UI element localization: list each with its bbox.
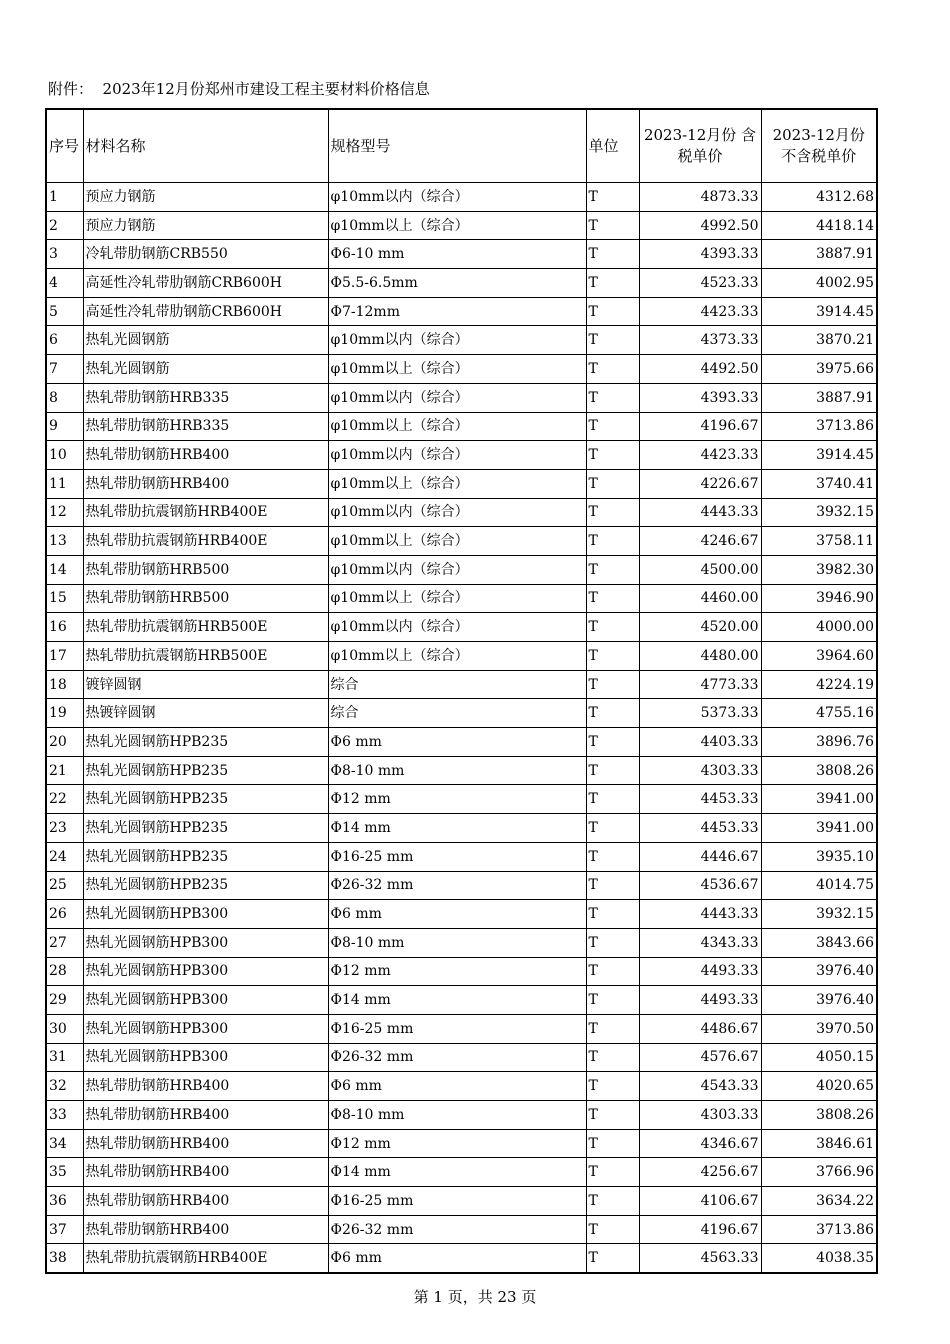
cell-unit: T xyxy=(586,1187,639,1216)
cell-unit: T xyxy=(586,1215,639,1244)
cell-spec: 综合 xyxy=(328,699,586,728)
cell-spec: φ10mm以上（综合） xyxy=(328,211,586,240)
table-row xyxy=(46,355,877,384)
cell-price-notax: 3713.86 xyxy=(761,1215,877,1244)
cell-unit: T xyxy=(586,297,639,326)
cell-price-tax: 4196.67 xyxy=(639,412,761,441)
cell-seq: 20 xyxy=(46,728,83,757)
cell-price-notax: 3935.10 xyxy=(761,842,877,871)
cell-price-notax: 3975.66 xyxy=(761,355,877,384)
cell-spec: φ10mm以内（综合） xyxy=(328,383,586,412)
header-spec: 规格型号 xyxy=(328,109,586,183)
cell-seq: 28 xyxy=(46,957,83,986)
cell-price-notax: 4014.75 xyxy=(761,871,877,900)
cell-unit: T xyxy=(586,642,639,671)
cell-seq: 26 xyxy=(46,900,83,929)
table-row xyxy=(46,498,877,527)
cell-price-tax: 4453.33 xyxy=(639,814,761,843)
cell-seq: 37 xyxy=(46,1215,83,1244)
table-row xyxy=(46,642,877,671)
cell-seq: 16 xyxy=(46,613,83,642)
price-table xyxy=(45,108,878,1274)
cell-seq: 10 xyxy=(46,441,83,470)
cell-material-name: 热轧带肋抗震钢筋HRB400E xyxy=(83,527,328,556)
cell-price-tax: 4576.67 xyxy=(639,1043,761,1072)
cell-price-notax: 3634.22 xyxy=(761,1187,877,1216)
cell-price-notax: 3808.26 xyxy=(761,1101,877,1130)
table-row xyxy=(46,1187,877,1216)
cell-spec: φ10mm以内（综合） xyxy=(328,498,586,527)
cell-unit: T xyxy=(586,1244,639,1273)
cell-price-tax: 4373.33 xyxy=(639,326,761,355)
table-row xyxy=(46,326,877,355)
cell-unit: T xyxy=(586,269,639,298)
cell-spec: Φ12 mm xyxy=(328,957,586,986)
cell-price-notax: 4418.14 xyxy=(761,211,877,240)
table-row xyxy=(46,527,877,556)
cell-price-notax: 3941.00 xyxy=(761,785,877,814)
table-row xyxy=(46,297,877,326)
cell-price-tax: 4423.33 xyxy=(639,297,761,326)
cell-price-notax: 3914.45 xyxy=(761,441,877,470)
cell-price-tax: 4446.67 xyxy=(639,842,761,871)
cell-price-tax: 4443.33 xyxy=(639,900,761,929)
table-row xyxy=(46,613,877,642)
cell-price-notax: 3932.15 xyxy=(761,900,877,929)
cell-price-notax: 3896.76 xyxy=(761,728,877,757)
cell-price-notax: 3914.45 xyxy=(761,297,877,326)
table-row xyxy=(46,584,877,613)
cell-unit: T xyxy=(586,1014,639,1043)
cell-seq: 35 xyxy=(46,1158,83,1187)
cell-price-tax: 4196.67 xyxy=(639,1215,761,1244)
cell-spec: Φ26-32 mm xyxy=(328,1043,586,1072)
cell-unit: T xyxy=(586,1101,639,1130)
cell-material-name: 热轧带肋钢筋HRB400 xyxy=(83,1158,328,1187)
cell-seq: 21 xyxy=(46,756,83,785)
cell-seq: 31 xyxy=(46,1043,83,1072)
cell-price-notax: 4755.16 xyxy=(761,699,877,728)
cell-unit: T xyxy=(586,498,639,527)
cell-spec: Φ6 mm xyxy=(328,728,586,757)
cell-unit: T xyxy=(586,355,639,384)
cell-seq: 27 xyxy=(46,928,83,957)
cell-material-name: 热轧光圆钢筋HPB300 xyxy=(83,986,328,1015)
cell-spec: Φ6 mm xyxy=(328,1072,586,1101)
table-row xyxy=(46,1014,877,1043)
cell-price-tax: 5373.33 xyxy=(639,699,761,728)
cell-spec: φ10mm以上（综合） xyxy=(328,469,586,498)
cell-price-notax: 3758.11 xyxy=(761,527,877,556)
table-row xyxy=(46,756,877,785)
table-row xyxy=(46,1101,877,1130)
cell-seq: 3 xyxy=(46,240,83,269)
cell-material-name: 热轧光圆钢筋HPB300 xyxy=(83,900,328,929)
cell-price-tax: 4873.33 xyxy=(639,183,761,212)
cell-price-tax: 4423.33 xyxy=(639,441,761,470)
cell-price-tax: 4443.33 xyxy=(639,498,761,527)
cell-price-tax: 4486.67 xyxy=(639,1014,761,1043)
table-row xyxy=(46,1244,877,1273)
cell-spec: φ10mm以上（综合） xyxy=(328,584,586,613)
table-row xyxy=(46,269,877,298)
cell-unit: T xyxy=(586,785,639,814)
cell-unit: T xyxy=(586,814,639,843)
cell-seq: 36 xyxy=(46,1187,83,1216)
cell-spec: Φ12 mm xyxy=(328,1129,586,1158)
header-unit: 单位 xyxy=(586,109,639,183)
cell-price-tax: 4256.67 xyxy=(639,1158,761,1187)
cell-seq: 32 xyxy=(46,1072,83,1101)
table-header-row xyxy=(46,109,877,183)
cell-material-name: 热轧带肋钢筋HRB335 xyxy=(83,383,328,412)
header-price-tax: 2023-12月份 含税单价 xyxy=(639,109,761,183)
cell-seq: 33 xyxy=(46,1101,83,1130)
table-row xyxy=(46,871,877,900)
cell-spec: Φ14 mm xyxy=(328,1158,586,1187)
cell-material-name: 热轧带肋钢筋HRB500 xyxy=(83,584,328,613)
cell-price-tax: 4346.67 xyxy=(639,1129,761,1158)
cell-price-tax: 4343.33 xyxy=(639,928,761,957)
cell-unit: T xyxy=(586,871,639,900)
cell-seq: 8 xyxy=(46,383,83,412)
cell-material-name: 热轧光圆钢筋HPB235 xyxy=(83,814,328,843)
cell-spec: Φ16-25 mm xyxy=(328,1014,586,1043)
cell-unit: T xyxy=(586,412,639,441)
cell-unit: T xyxy=(586,1158,639,1187)
cell-material-name: 预应力钢筋 xyxy=(83,183,328,212)
cell-price-tax: 4520.00 xyxy=(639,613,761,642)
table-row xyxy=(46,1158,877,1187)
cell-price-notax: 4020.65 xyxy=(761,1072,877,1101)
cell-price-tax: 4492.50 xyxy=(639,355,761,384)
cell-unit: T xyxy=(586,928,639,957)
cell-price-notax: 3982.30 xyxy=(761,555,877,584)
cell-price-notax: 3740.41 xyxy=(761,469,877,498)
cell-seq: 22 xyxy=(46,785,83,814)
cell-unit: T xyxy=(586,728,639,757)
cell-price-notax: 3846.61 xyxy=(761,1129,877,1158)
table-row xyxy=(46,383,877,412)
cell-material-name: 热轧光圆钢筋HPB300 xyxy=(83,928,328,957)
cell-price-tax: 4992.50 xyxy=(639,211,761,240)
cell-price-notax: 3946.90 xyxy=(761,584,877,613)
cell-unit: T xyxy=(586,211,639,240)
cell-material-name: 热轧光圆钢筋HPB235 xyxy=(83,756,328,785)
cell-material-name: 高延性冷轧带肋钢筋CRB600H xyxy=(83,297,328,326)
cell-spec: Φ6 mm xyxy=(328,1244,586,1273)
cell-spec: Φ8-10 mm xyxy=(328,928,586,957)
cell-price-tax: 4500.00 xyxy=(639,555,761,584)
cell-price-notax: 4038.35 xyxy=(761,1244,877,1273)
cell-price-tax: 4773.33 xyxy=(639,670,761,699)
table-row xyxy=(46,957,877,986)
table-row xyxy=(46,1072,877,1101)
cell-price-tax: 4523.33 xyxy=(639,269,761,298)
table-row xyxy=(46,183,877,212)
cell-spec: Φ6-10 mm xyxy=(328,240,586,269)
cell-seq: 24 xyxy=(46,842,83,871)
cell-seq: 12 xyxy=(46,498,83,527)
cell-unit: T xyxy=(586,469,639,498)
cell-material-name: 热轧带肋钢筋HRB400 xyxy=(83,1129,328,1158)
cell-unit: T xyxy=(586,957,639,986)
cell-price-tax: 4393.33 xyxy=(639,383,761,412)
cell-unit: T xyxy=(586,383,639,412)
cell-seq: 13 xyxy=(46,527,83,556)
cell-price-notax: 3976.40 xyxy=(761,957,877,986)
cell-seq: 15 xyxy=(46,584,83,613)
cell-material-name: 预应力钢筋 xyxy=(83,211,328,240)
cell-unit: T xyxy=(586,584,639,613)
cell-seq: 34 xyxy=(46,1129,83,1158)
cell-spec: φ10mm以上（综合） xyxy=(328,527,586,556)
table-row xyxy=(46,728,877,757)
cell-spec: φ10mm以上（综合） xyxy=(328,412,586,441)
cell-spec: Φ7-12mm xyxy=(328,297,586,326)
cell-unit: T xyxy=(586,527,639,556)
cell-spec: Φ14 mm xyxy=(328,986,586,1015)
cell-price-notax: 3964.60 xyxy=(761,642,877,671)
cell-price-tax: 4536.67 xyxy=(639,871,761,900)
cell-price-notax: 3887.91 xyxy=(761,240,877,269)
cell-price-notax: 3970.50 xyxy=(761,1014,877,1043)
cell-spec: Φ12 mm xyxy=(328,785,586,814)
cell-spec: φ10mm以上（综合） xyxy=(328,355,586,384)
cell-unit: T xyxy=(586,900,639,929)
cell-seq: 19 xyxy=(46,699,83,728)
cell-price-tax: 4246.67 xyxy=(639,527,761,556)
cell-material-name: 热轧光圆钢筋HPB235 xyxy=(83,871,328,900)
cell-material-name: 热轧光圆钢筋HPB235 xyxy=(83,728,328,757)
cell-material-name: 镀锌圆钢 xyxy=(83,670,328,699)
cell-material-name: 热轧带肋抗震钢筋HRB500E xyxy=(83,642,328,671)
cell-price-notax: 3766.96 xyxy=(761,1158,877,1187)
cell-price-notax: 3941.00 xyxy=(761,814,877,843)
cell-price-notax: 4312.68 xyxy=(761,183,877,212)
cell-price-tax: 4493.33 xyxy=(639,986,761,1015)
table-row xyxy=(46,1129,877,1158)
cell-seq: 38 xyxy=(46,1244,83,1273)
cell-price-tax: 4106.67 xyxy=(639,1187,761,1216)
table-row xyxy=(46,469,877,498)
cell-price-tax: 4393.33 xyxy=(639,240,761,269)
cell-price-notax: 4000.00 xyxy=(761,613,877,642)
cell-material-name: 热轧带肋抗震钢筋HRB400E xyxy=(83,1244,328,1273)
table-row xyxy=(46,900,877,929)
cell-price-notax: 3932.15 xyxy=(761,498,877,527)
cell-unit: T xyxy=(586,670,639,699)
cell-price-tax: 4563.33 xyxy=(639,1244,761,1273)
cell-spec: Φ26-32 mm xyxy=(328,1215,586,1244)
cell-material-name: 热轧带肋抗震钢筋HRB400E xyxy=(83,498,328,527)
cell-unit: T xyxy=(586,326,639,355)
cell-seq: 18 xyxy=(46,670,83,699)
cell-seq: 2 xyxy=(46,211,83,240)
cell-price-tax: 4493.33 xyxy=(639,957,761,986)
cell-material-name: 热轧光圆钢筋HPB235 xyxy=(83,842,328,871)
table-row xyxy=(46,412,877,441)
cell-seq: 14 xyxy=(46,555,83,584)
page-footer: 第 1 页，共 23 页 xyxy=(413,1288,537,1306)
cell-material-name: 高延性冷轧带肋钢筋CRB600H xyxy=(83,269,328,298)
cell-material-name: 热轧光圆钢筋HPB235 xyxy=(83,785,328,814)
table-row xyxy=(46,986,877,1015)
cell-material-name: 冷轧带肋钢筋CRB550 xyxy=(83,240,328,269)
cell-material-name: 热轧带肋钢筋HRB400 xyxy=(83,441,328,470)
cell-seq: 17 xyxy=(46,642,83,671)
cell-unit: T xyxy=(586,1043,639,1072)
cell-material-name: 热轧带肋钢筋HRB335 xyxy=(83,412,328,441)
cell-unit: T xyxy=(586,699,639,728)
cell-spec: φ10mm以上（综合） xyxy=(328,642,586,671)
cell-material-name: 热轧带肋抗震钢筋HRB500E xyxy=(83,613,328,642)
cell-material-name: 热轧带肋钢筋HRB500 xyxy=(83,555,328,584)
cell-seq: 7 xyxy=(46,355,83,384)
cell-material-name: 热轧光圆钢筋 xyxy=(83,355,328,384)
cell-material-name: 热轧带肋钢筋HRB400 xyxy=(83,1072,328,1101)
cell-spec: φ10mm以内（综合） xyxy=(328,555,586,584)
cell-seq: 4 xyxy=(46,269,83,298)
cell-unit: T xyxy=(586,183,639,212)
cell-seq: 9 xyxy=(46,412,83,441)
cell-seq: 5 xyxy=(46,297,83,326)
cell-spec: Φ26-32 mm xyxy=(328,871,586,900)
cell-spec: φ10mm以内（综合） xyxy=(328,326,586,355)
cell-material-name: 热镀锌圆钢 xyxy=(83,699,328,728)
header-price-notax: 2023-12月份 不含税单价 xyxy=(761,109,877,183)
cell-spec: Φ6 mm xyxy=(328,900,586,929)
cell-price-notax: 3870.21 xyxy=(761,326,877,355)
cell-unit: T xyxy=(586,240,639,269)
cell-spec: φ10mm以内（综合） xyxy=(328,183,586,212)
cell-material-name: 热轧带肋钢筋HRB400 xyxy=(83,469,328,498)
cell-spec: Φ8-10 mm xyxy=(328,756,586,785)
cell-price-tax: 4460.00 xyxy=(639,584,761,613)
cell-spec: Φ14 mm xyxy=(328,814,586,843)
table-row xyxy=(46,842,877,871)
header-name: 材料名称 xyxy=(83,109,328,183)
cell-material-name: 热轧带肋钢筋HRB400 xyxy=(83,1187,328,1216)
cell-seq: 11 xyxy=(46,469,83,498)
table-row xyxy=(46,670,877,699)
cell-price-notax: 3843.66 xyxy=(761,928,877,957)
table-row xyxy=(46,785,877,814)
cell-seq: 29 xyxy=(46,986,83,1015)
cell-material-name: 热轧带肋钢筋HRB400 xyxy=(83,1101,328,1130)
header-seq: 序号 xyxy=(46,109,83,183)
cell-material-name: 热轧光圆钢筋 xyxy=(83,326,328,355)
cell-spec: φ10mm以内（综合） xyxy=(328,613,586,642)
cell-material-name: 热轧光圆钢筋HPB300 xyxy=(83,1014,328,1043)
cell-seq: 6 xyxy=(46,326,83,355)
table-row xyxy=(46,1043,877,1072)
cell-price-notax: 3976.40 xyxy=(761,986,877,1015)
cell-price-notax: 4002.95 xyxy=(761,269,877,298)
cell-unit: T xyxy=(586,555,639,584)
cell-price-tax: 4303.33 xyxy=(639,756,761,785)
cell-price-notax: 3808.26 xyxy=(761,756,877,785)
cell-seq: 25 xyxy=(46,871,83,900)
cell-spec: 综合 xyxy=(328,670,586,699)
cell-price-notax: 4050.15 xyxy=(761,1043,877,1072)
cell-price-notax: 3887.91 xyxy=(761,383,877,412)
cell-unit: T xyxy=(586,613,639,642)
cell-seq: 23 xyxy=(46,814,83,843)
cell-price-tax: 4480.00 xyxy=(639,642,761,671)
cell-spec: Φ5.5-6.5mm xyxy=(328,269,586,298)
cell-spec: φ10mm以内（综合） xyxy=(328,441,586,470)
cell-material-name: 热轧光圆钢筋HPB300 xyxy=(83,1043,328,1072)
cell-spec: Φ16-25 mm xyxy=(328,842,586,871)
cell-material-name: 热轧光圆钢筋HPB300 xyxy=(83,957,328,986)
cell-unit: T xyxy=(586,1129,639,1158)
table-row xyxy=(46,1215,877,1244)
cell-spec: Φ16-25 mm xyxy=(328,1187,586,1216)
table-row xyxy=(46,699,877,728)
cell-price-tax: 4453.33 xyxy=(639,785,761,814)
page-title: 附件： 2023年12月份郑州市建设工程主要材料价格信息 xyxy=(48,80,430,98)
cell-price-tax: 4226.67 xyxy=(639,469,761,498)
table-row xyxy=(46,814,877,843)
cell-unit: T xyxy=(586,986,639,1015)
cell-seq: 30 xyxy=(46,1014,83,1043)
cell-price-notax: 4224.19 xyxy=(761,670,877,699)
table-row xyxy=(46,211,877,240)
table-row xyxy=(46,928,877,957)
cell-unit: T xyxy=(586,842,639,871)
cell-price-tax: 4543.33 xyxy=(639,1072,761,1101)
cell-price-notax: 3713.86 xyxy=(761,412,877,441)
table-row xyxy=(46,240,877,269)
cell-unit: T xyxy=(586,756,639,785)
cell-unit: T xyxy=(586,1072,639,1101)
cell-unit: T xyxy=(586,441,639,470)
cell-price-tax: 4403.33 xyxy=(639,728,761,757)
cell-material-name: 热轧带肋钢筋HRB400 xyxy=(83,1215,328,1244)
table-row xyxy=(46,441,877,470)
cell-price-tax: 4303.33 xyxy=(639,1101,761,1130)
table-row xyxy=(46,555,877,584)
cell-spec: Φ8-10 mm xyxy=(328,1101,586,1130)
cell-seq: 1 xyxy=(46,183,83,212)
